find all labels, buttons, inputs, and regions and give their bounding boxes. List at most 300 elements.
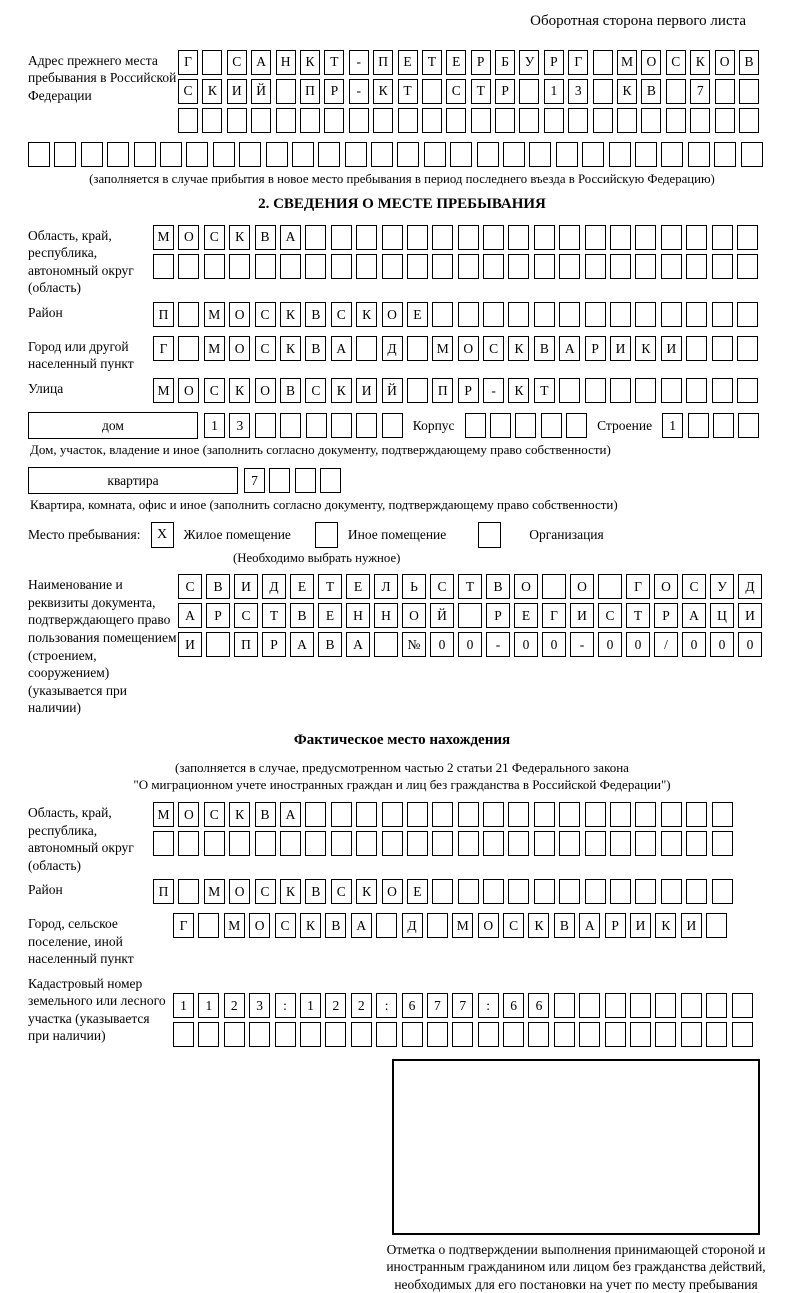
house-caption: Дом, участок, владение и иное (заполнить согласно документу, подтверждающему право собственности): [30, 441, 611, 457]
char-cell: 3: [568, 79, 588, 104]
char-cell: [661, 831, 682, 856]
organization-checkbox: [478, 522, 501, 548]
char-cell: [610, 254, 631, 279]
actual-district-label: Район: [28, 882, 63, 898]
char-cell: [107, 142, 129, 167]
char-cell: [635, 802, 656, 827]
street-block: [28, 378, 776, 407]
region-row-2: [153, 254, 776, 279]
char-cell: [376, 913, 397, 938]
char-cell: П: [153, 302, 174, 327]
char-cell: [356, 225, 377, 250]
char-cell: [610, 378, 631, 403]
char-cell: [427, 913, 448, 938]
char-cell: [28, 142, 50, 167]
char-cell: О: [229, 879, 250, 904]
char-cell: В: [280, 378, 301, 403]
district-block: [28, 302, 776, 331]
char-cell: [732, 993, 753, 1018]
char-cell: Д: [382, 336, 403, 361]
char-cell: [269, 468, 290, 493]
char-cell: [376, 1022, 397, 1047]
char-cell: [54, 142, 76, 167]
char-cell: Б: [495, 50, 515, 75]
char-cell: [630, 993, 651, 1018]
char-cell: Ь: [402, 574, 426, 599]
char-cell: [483, 831, 504, 856]
char-cell: [490, 413, 511, 438]
char-cell: С: [483, 336, 504, 361]
char-cell: 3: [249, 993, 270, 1018]
document-grid: [178, 574, 776, 661]
char-cell: К: [300, 50, 320, 75]
char-cell: С: [178, 574, 202, 599]
char-cell: [382, 831, 403, 856]
char-cell: К: [356, 302, 377, 327]
char-cell: [331, 802, 352, 827]
char-cell: 0: [458, 632, 482, 657]
stroenie-label: Строение: [597, 417, 653, 433]
prev-address-block: [28, 50, 776, 137]
char-cell: [686, 225, 707, 250]
char-cell: [712, 378, 733, 403]
char-cell: М: [452, 913, 473, 938]
char-cell: П: [300, 79, 320, 104]
char-cell: К: [300, 913, 321, 938]
char-cell: 1: [204, 413, 225, 438]
char-cell: О: [402, 603, 426, 628]
char-cell: Е: [290, 574, 314, 599]
char-cell: [585, 802, 606, 827]
char-cell: [331, 831, 352, 856]
region-row-1: [153, 225, 776, 250]
city-label: Город или другой населенный пункт: [28, 338, 134, 372]
char-cell: С: [331, 879, 352, 904]
char-cell: О: [382, 879, 403, 904]
char-cell: О: [255, 378, 276, 403]
char-cell: В: [255, 802, 276, 827]
char-cell: С: [178, 79, 198, 104]
char-cell: А: [178, 603, 202, 628]
char-cell: [345, 142, 367, 167]
char-cell: [737, 254, 758, 279]
char-cell: У: [710, 574, 734, 599]
actual-location-title: Фактическое место нахождения: [293, 731, 511, 748]
char-cell: [458, 302, 479, 327]
char-cell: Е: [398, 50, 418, 75]
char-cell: :: [478, 993, 499, 1018]
char-cell: [382, 802, 403, 827]
char-cell: [450, 142, 472, 167]
char-cell: О: [178, 802, 199, 827]
char-cell: Н: [346, 603, 370, 628]
char-cell: 0: [430, 632, 454, 657]
char-cell: [432, 831, 453, 856]
char-cell: [432, 802, 453, 827]
char-cell: Й: [251, 79, 271, 104]
char-cell: [686, 302, 707, 327]
char-cell: [458, 879, 479, 904]
char-cell: Р: [585, 336, 606, 361]
actual-location-note-1: (заполняется в случае, предусмотренном частью 2 статьи 21 Федерального закона: [175, 760, 629, 776]
char-cell: 2: [351, 993, 372, 1018]
char-cell: К: [508, 378, 529, 403]
city-row: [153, 336, 776, 361]
char-cell: С: [204, 225, 225, 250]
char-cell: 1: [300, 993, 321, 1018]
actual-city-label: Город, сельское поселение, иной населенный пункт: [28, 916, 134, 967]
char-cell: [160, 142, 182, 167]
prev-address-grid: [178, 50, 776, 137]
char-cell: В: [305, 302, 326, 327]
char-cell: О: [478, 913, 499, 938]
prev-address-label: Адрес прежнего места пребывания в Российской Федерации: [28, 52, 177, 103]
char-cell: [305, 831, 326, 856]
char-cell: [568, 108, 588, 133]
region-block: [28, 225, 776, 297]
char-cell: А: [346, 632, 370, 657]
char-cell: [686, 254, 707, 279]
char-cell: [300, 108, 320, 133]
char-cell: [712, 302, 733, 327]
char-cell: 0: [738, 632, 762, 657]
char-cell: [508, 302, 529, 327]
char-cell: [661, 879, 682, 904]
char-cell: [224, 1022, 245, 1047]
char-cell: А: [251, 50, 271, 75]
actual-city-block: [28, 913, 776, 968]
char-cell: [605, 1022, 626, 1047]
char-cell: [655, 1022, 676, 1047]
page-header: Оборотная сторона первого листа: [530, 13, 746, 29]
district-row: [153, 302, 776, 327]
char-cell: [483, 225, 504, 250]
char-cell: [465, 413, 486, 438]
char-cell: [371, 142, 393, 167]
stay-place-note: (Необходимо выбрать нужное): [233, 550, 401, 565]
char-cell: И: [178, 632, 202, 657]
char-cell: [715, 79, 735, 104]
char-cell: [432, 225, 453, 250]
char-cell: [610, 225, 631, 250]
char-cell: О: [715, 50, 735, 75]
char-cell: С: [204, 802, 225, 827]
char-cell: М: [224, 913, 245, 938]
char-cell: [508, 802, 529, 827]
char-cell: [178, 254, 199, 279]
char-cell: [635, 302, 656, 327]
char-cell: [515, 413, 536, 438]
char-cell: О: [570, 574, 594, 599]
char-cell: С: [204, 378, 225, 403]
char-cell: Е: [407, 302, 428, 327]
actual-district-row: [153, 879, 776, 904]
char-cell: [397, 142, 419, 167]
char-cell: [198, 913, 219, 938]
char-cell: [305, 225, 326, 250]
char-cell: М: [617, 50, 637, 75]
char-cell: К: [617, 79, 637, 104]
char-cell: 0: [626, 632, 650, 657]
char-cell: [227, 108, 247, 133]
char-cell: Г: [153, 336, 174, 361]
char-cell: [398, 108, 418, 133]
char-cell: [458, 603, 482, 628]
char-cell: [432, 879, 453, 904]
document-row-3: [178, 632, 776, 657]
char-cell: [255, 254, 276, 279]
char-cell: [422, 79, 442, 104]
char-cell: [715, 108, 735, 133]
char-cell: [178, 108, 198, 133]
char-cell: [635, 831, 656, 856]
char-cell: К: [202, 79, 222, 104]
char-cell: №: [402, 632, 426, 657]
char-cell: [585, 879, 606, 904]
char-cell: [503, 142, 525, 167]
char-cell: [483, 254, 504, 279]
char-cell: -: [483, 378, 504, 403]
char-cell: В: [318, 632, 342, 657]
char-cell: [519, 79, 539, 104]
char-cell: П: [373, 50, 393, 75]
char-cell: [635, 142, 657, 167]
char-cell: М: [204, 879, 225, 904]
char-cell: И: [356, 378, 377, 403]
char-cell: И: [661, 336, 682, 361]
char-cell: Р: [458, 378, 479, 403]
char-cell: [407, 336, 428, 361]
char-cell: [153, 831, 174, 856]
char-cell: К: [528, 913, 549, 938]
char-cell: [356, 802, 377, 827]
char-cell: [280, 831, 301, 856]
char-cell: [686, 831, 707, 856]
char-cell: Е: [514, 603, 538, 628]
char-cell: С: [446, 79, 466, 104]
char-cell: Е: [318, 603, 342, 628]
char-cell: [714, 142, 736, 167]
char-cell: С: [234, 603, 258, 628]
char-cell: [331, 225, 352, 250]
char-cell: [178, 302, 199, 327]
char-cell: [534, 802, 555, 827]
char-cell: [477, 142, 499, 167]
region-label: Область, край, республика, автономный округ (область): [28, 227, 134, 296]
char-cell: С: [255, 302, 276, 327]
char-cell: [712, 225, 733, 250]
char-cell: Ц: [710, 603, 734, 628]
char-cell: Т: [318, 574, 342, 599]
char-cell: Р: [495, 79, 515, 104]
char-cell: В: [325, 913, 346, 938]
char-cell: [432, 254, 453, 279]
char-cell: П: [432, 378, 453, 403]
char-cell: М: [432, 336, 453, 361]
char-cell: Т: [398, 79, 418, 104]
char-cell: [351, 1022, 372, 1047]
char-cell: К: [356, 879, 377, 904]
char-cell: В: [486, 574, 510, 599]
char-cell: [255, 831, 276, 856]
char-cell: [320, 468, 341, 493]
char-cell: [712, 831, 733, 856]
char-cell: 0: [710, 632, 734, 657]
char-cell: [738, 413, 759, 438]
char-cell: В: [206, 574, 230, 599]
char-cell: Т: [626, 603, 650, 628]
char-cell: А: [331, 336, 352, 361]
char-cell: К: [690, 50, 710, 75]
actual-region-row-1: [153, 802, 776, 827]
char-cell: М: [153, 225, 174, 250]
char-cell: [579, 993, 600, 1018]
residential-checkbox: X: [151, 522, 174, 548]
char-cell: [529, 142, 551, 167]
char-cell: В: [554, 913, 575, 938]
char-cell: О: [514, 574, 538, 599]
char-cell: [331, 254, 352, 279]
char-cell: [407, 831, 428, 856]
char-cell: [534, 879, 555, 904]
char-cell: [446, 108, 466, 133]
stamp-box: [392, 1059, 760, 1235]
char-cell: [712, 254, 733, 279]
char-cell: Г: [542, 603, 566, 628]
char-cell: [686, 879, 707, 904]
char-cell: [585, 378, 606, 403]
apartment-type-box: квартира: [28, 467, 238, 494]
char-cell: [204, 254, 225, 279]
char-cell: [617, 108, 637, 133]
char-cell: [356, 254, 377, 279]
apartment-caption: Квартира, комната, офис и иное (заполнить согласно документу, подтверждающему право собственности): [30, 496, 618, 512]
cadastral-label: Кадастровый номер земельного или лесного участка (указывается при наличии): [28, 975, 166, 1044]
char-cell: Р: [654, 603, 678, 628]
char-cell: [739, 79, 759, 104]
char-cell: С: [305, 378, 326, 403]
char-cell: [610, 802, 631, 827]
char-cell: О: [458, 336, 479, 361]
char-cell: [251, 108, 271, 133]
char-cell: [324, 108, 344, 133]
char-cell: [610, 879, 631, 904]
actual-location-note-2: "О миграционном учете иностранных граждан и лиц без гражданства в Российской Федерации"): [133, 777, 671, 793]
char-cell: Г: [178, 50, 198, 75]
char-cell: [134, 142, 156, 167]
char-cell: [458, 802, 479, 827]
char-cell: [661, 302, 682, 327]
char-cell: Р: [471, 50, 491, 75]
char-cell: К: [655, 913, 676, 938]
char-cell: Т: [262, 603, 286, 628]
char-cell: К: [280, 879, 301, 904]
char-cell: 1: [173, 993, 194, 1018]
stroenie-cells: [662, 413, 759, 438]
char-cell: С: [227, 50, 247, 75]
char-cell: А: [579, 913, 600, 938]
char-cell: [508, 831, 529, 856]
char-cell: [349, 108, 369, 133]
char-cell: М: [204, 336, 225, 361]
char-cell: [356, 413, 377, 438]
street-label: Улица: [28, 380, 64, 396]
city-block: [28, 336, 776, 373]
char-cell: [706, 913, 727, 938]
char-cell: -: [349, 50, 369, 75]
stamp-area: [384, 1059, 768, 1293]
char-cell: Н: [374, 603, 398, 628]
char-cell: [582, 142, 604, 167]
char-cell: -: [349, 79, 369, 104]
char-cell: О: [229, 336, 250, 361]
char-cell: С: [275, 913, 296, 938]
char-cell: [266, 142, 288, 167]
prev-address-overflow-row: [28, 142, 776, 167]
char-cell: И: [681, 913, 702, 938]
char-cell: К: [373, 79, 393, 104]
char-cell: 1: [662, 413, 683, 438]
char-cell: [534, 254, 555, 279]
char-cell: [519, 108, 539, 133]
char-cell: [173, 1022, 194, 1047]
char-cell: 3: [229, 413, 250, 438]
char-cell: И: [630, 913, 651, 938]
char-cell: [706, 1022, 727, 1047]
char-cell: [81, 142, 103, 167]
char-cell: [739, 108, 759, 133]
char-cell: [186, 142, 208, 167]
char-cell: М: [153, 802, 174, 827]
char-cell: Н: [276, 50, 296, 75]
char-cell: К: [229, 378, 250, 403]
char-cell: [276, 108, 296, 133]
actual-region-label: Область, край, республика, автономный округ (область): [28, 804, 134, 873]
char-cell: [178, 831, 199, 856]
char-cell: А: [682, 603, 706, 628]
district-label: Район: [28, 304, 63, 320]
char-cell: К: [280, 302, 301, 327]
char-cell: Р: [206, 603, 230, 628]
char-cell: -: [486, 632, 510, 657]
char-cell: Т: [324, 50, 344, 75]
char-cell: [661, 802, 682, 827]
char-cell: [280, 254, 301, 279]
char-cell: [559, 802, 580, 827]
char-cell: [374, 632, 398, 657]
char-cell: Р: [605, 913, 626, 938]
char-cell: [382, 225, 403, 250]
char-cell: [318, 142, 340, 167]
char-cell: [541, 413, 562, 438]
char-cell: [661, 142, 683, 167]
char-cell: 0: [682, 632, 706, 657]
char-cell: [229, 831, 250, 856]
char-cell: [249, 1022, 270, 1047]
char-cell: [356, 831, 377, 856]
char-cell: [610, 831, 631, 856]
cadastral-row-2: [173, 1022, 776, 1047]
char-cell: [458, 225, 479, 250]
char-cell: [544, 108, 564, 133]
house-number-cells: [204, 413, 403, 438]
char-cell: [280, 413, 301, 438]
char-cell: [305, 254, 326, 279]
char-cell: [331, 413, 352, 438]
char-cell: 2: [325, 993, 346, 1018]
char-cell: [300, 1022, 321, 1047]
char-cell: М: [153, 378, 174, 403]
